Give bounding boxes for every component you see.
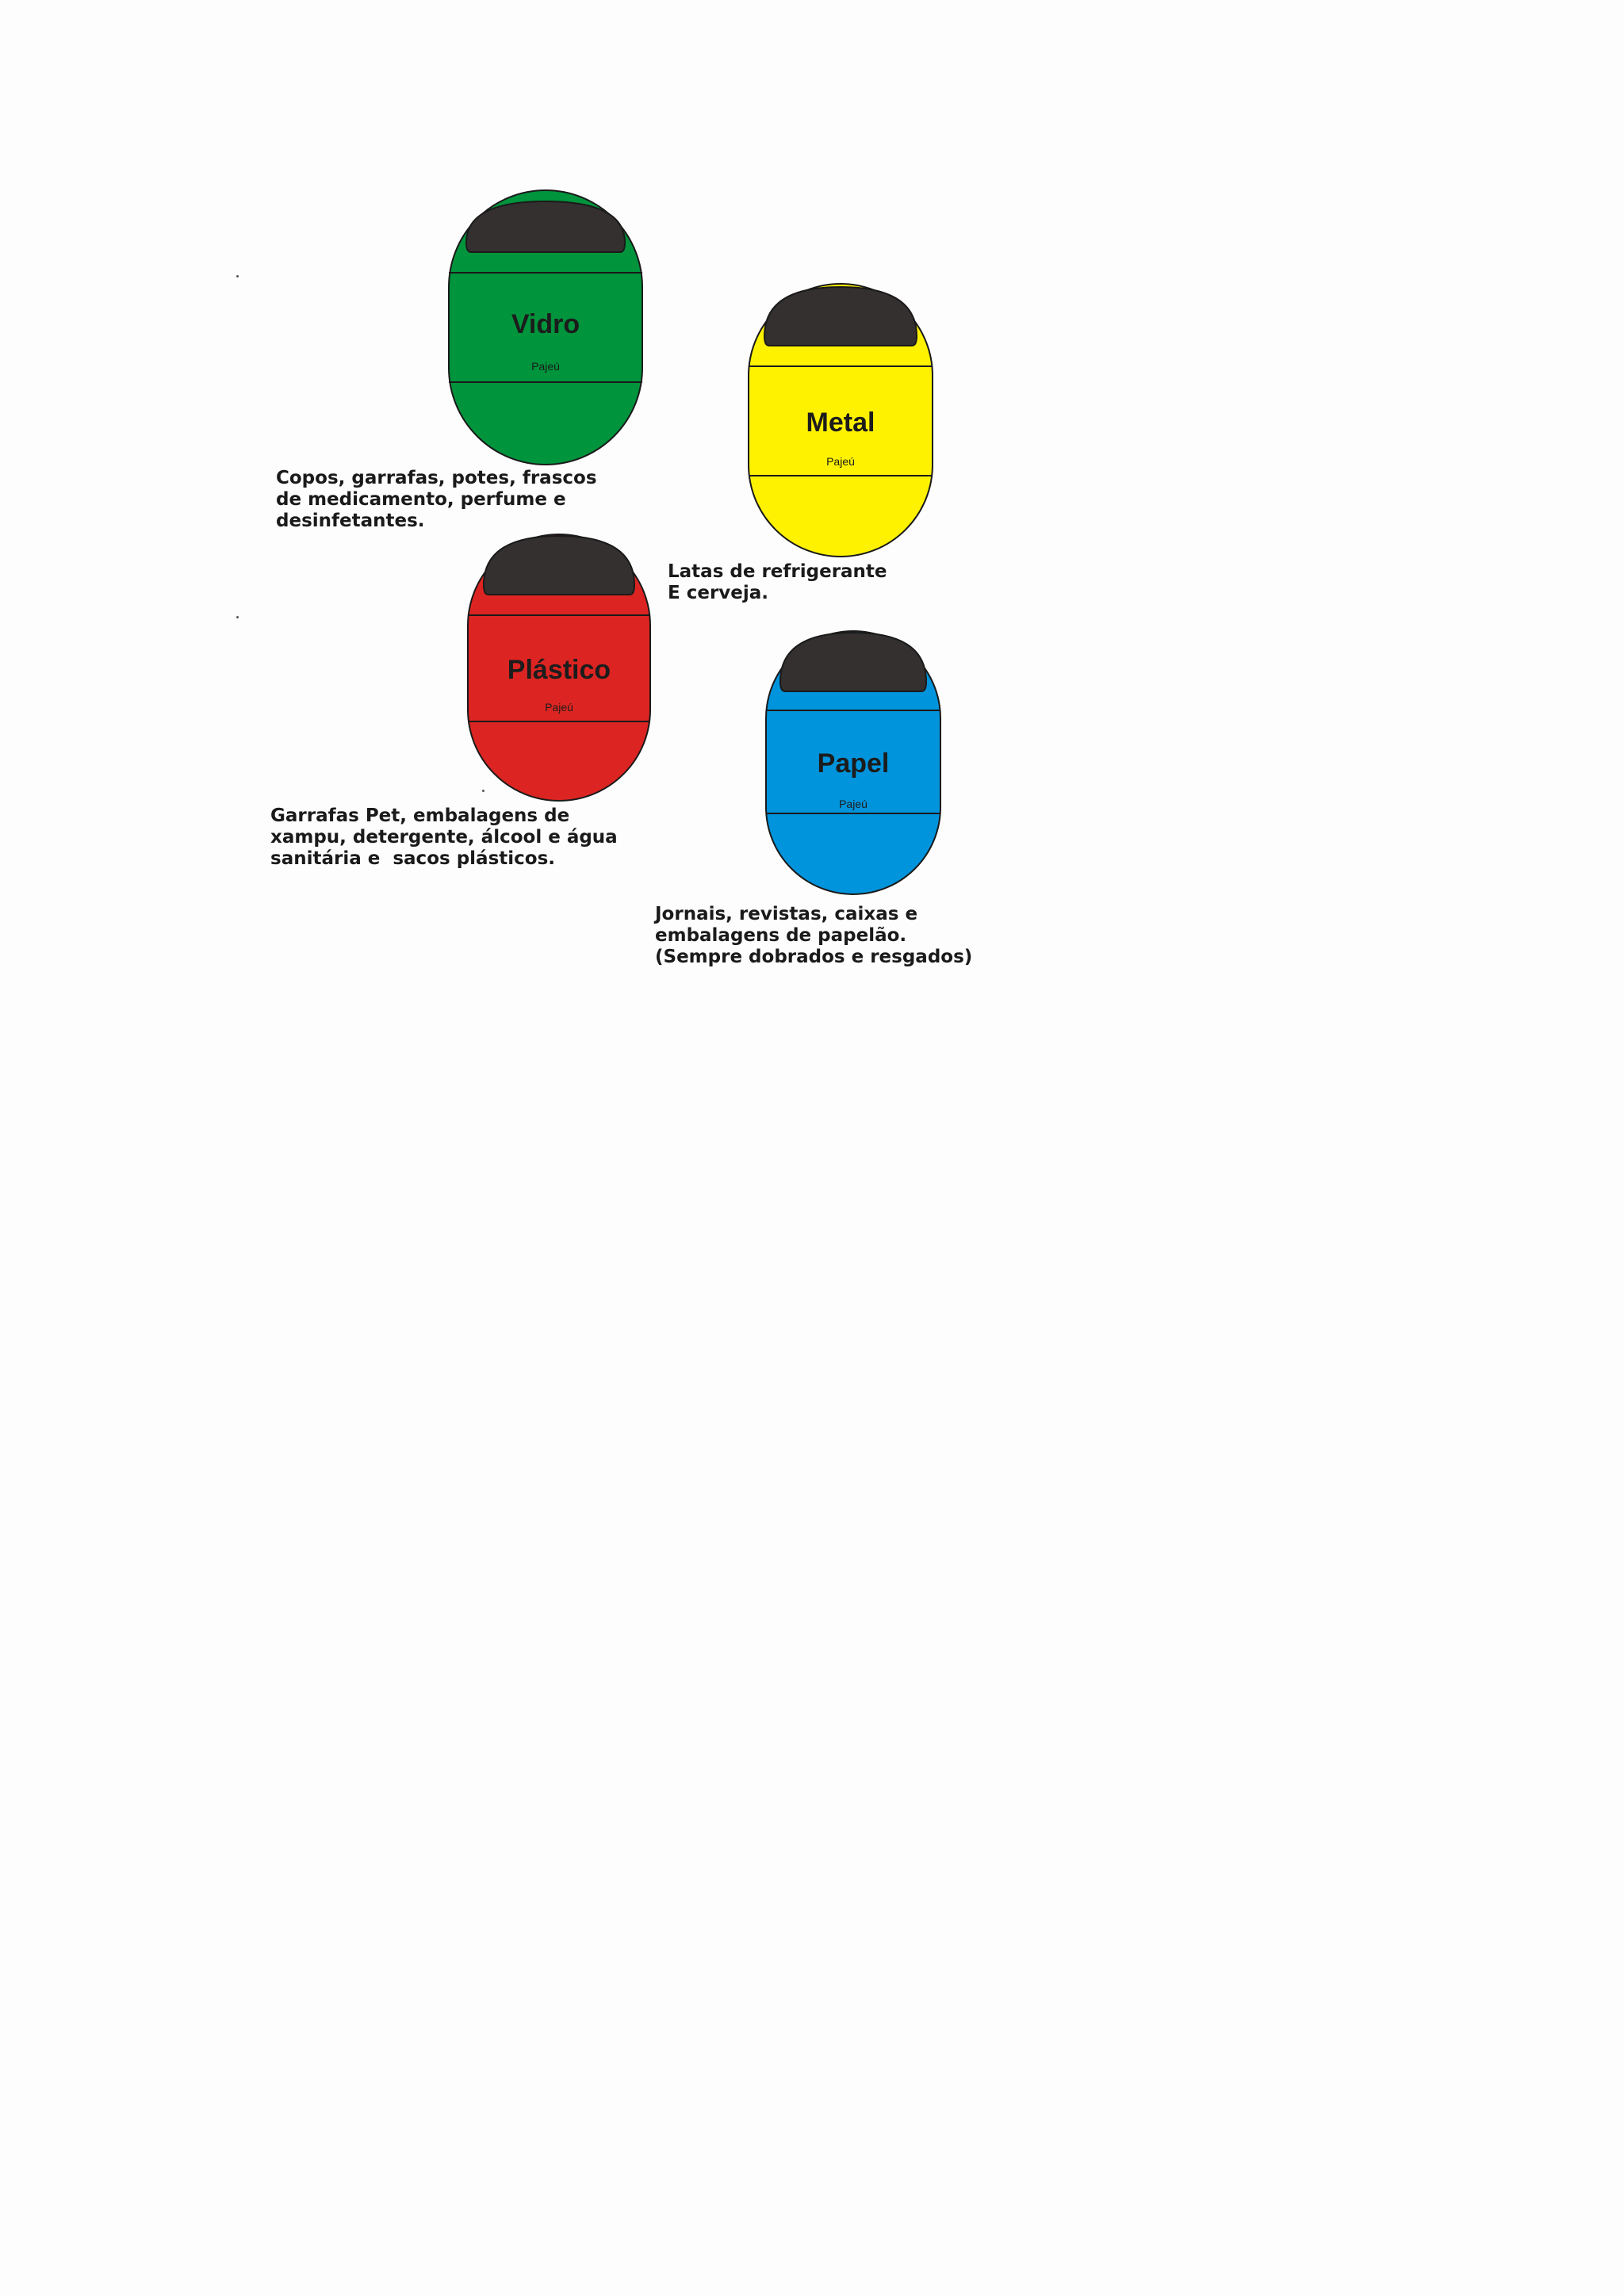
bin-vidro-description: Copos, garrafas, potes, frascos de medicamento, perfume e desinfetantes. xyxy=(276,468,597,531)
bin-metal-title: Metal xyxy=(806,408,875,438)
bin-papel-title: Papel xyxy=(817,748,890,779)
stray-mark xyxy=(236,616,239,618)
bin-lid xyxy=(780,633,926,691)
bin-metal-description: Latas de refrigerante E cerveja. xyxy=(668,561,887,603)
bin-lid xyxy=(484,536,634,595)
stray-mark xyxy=(236,275,239,277)
bin-plastico-description: Garrafas Pet, embalagens de xampu, detergente, álcool e água sanitária e sacos plásticos. xyxy=(270,806,618,869)
bin-papel-brand: Pajeú xyxy=(839,798,868,810)
bin-papel xyxy=(766,631,940,894)
bin-plastico xyxy=(468,534,650,801)
bin-metal-brand: Pajeú xyxy=(826,455,855,468)
bin-metal xyxy=(749,284,933,557)
bin-vidro-brand: Pajeú xyxy=(531,360,560,373)
bin-lid xyxy=(764,287,917,346)
bin-lid xyxy=(466,201,625,252)
bin-vidro-title: Vidro xyxy=(511,309,580,339)
bin-plastico-title: Plástico xyxy=(507,655,611,685)
stray-mark xyxy=(482,790,485,792)
bin-vidro xyxy=(449,190,642,465)
bin-plastico-brand: Pajeú xyxy=(545,701,573,714)
bin-papel-description: Jornais, revistas, caixas e embalagens de papelão. (Sempre dobrados e resgados) xyxy=(655,904,973,967)
